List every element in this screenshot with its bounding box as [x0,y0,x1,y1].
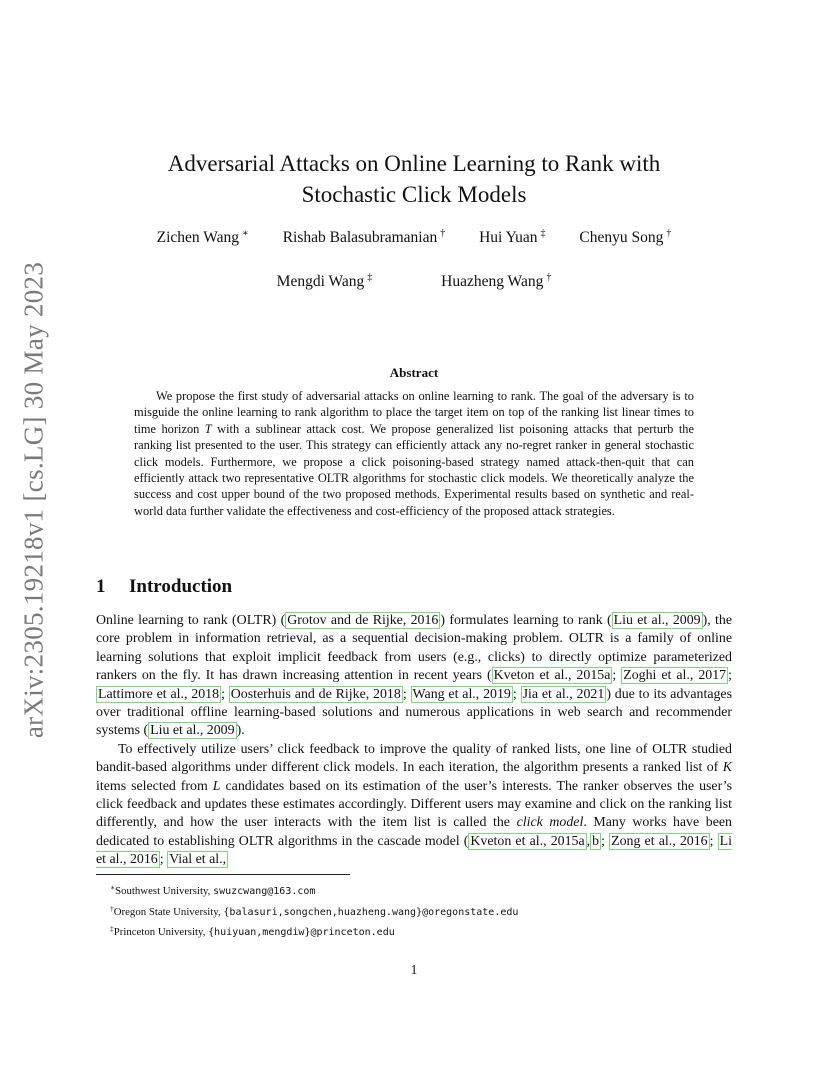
affiliation-mark: ∗ [242,228,249,239]
author [441,272,551,291]
text-run: candidates based on its estimation of the user’s interests. The ranker observes the user’s click feedback and updates these estimates accordingly. Different users may examine and click on the ranking list differently, and how the user interacts with the item list is called the [96,778,733,831]
text-run: ; [601,833,610,849]
author-row-2 [0,272,828,291]
author-name: Huazheng Wang [441,273,544,290]
footnote-divider [96,874,350,875]
author [283,228,446,247]
section-title: Introduction [129,576,233,597]
text-run: . Many works have been dedicated to establishing OLTR algorithms in the cascade model ( [96,815,732,849]
paragraph [96,741,732,870]
email-address: {huiyuan,mengdiw}@princeton.edu [208,927,395,939]
footnotes [96,880,736,942]
citation-link[interactable]: Zoghi et al., 2017 [623,668,727,684]
title-line-2: Stochastic Click Models [301,182,527,207]
math-variable: L [212,778,221,794]
author [277,272,373,291]
footnote [96,880,736,901]
text-run: ; [728,668,732,684]
section-heading [96,576,232,598]
emphasized-term: click model [516,815,584,831]
affiliation-mark: † [546,272,552,283]
section-number: 1 [96,576,106,597]
paragraph [96,612,732,741]
citation-link[interactable]: Grotov and de Rijke, 2016 [287,613,439,628]
author-name: Mengdi Wang [276,273,365,290]
text-run: ). [236,723,245,739]
paper-title [0,148,828,210]
author-name: Chenyu Song [579,229,664,246]
citation-link[interactable]: Zong et al., 2016 [611,833,708,849]
author-name: Hui Yuan [479,229,538,246]
affiliation-mark: ‡ [540,228,546,239]
text-run: To effectively utilize users’ click feedback to improve the quality of ranked lists, one line of OLTR studied bandit-based algorithms under different click models. In each iteration, the algorithm presents a ranked list of [96,741,732,776]
email-address: {balasuri,songchen,huazheng.wang}@oregonstate.edu [223,906,519,918]
affiliation-mark: † [440,228,446,239]
text-run: ; [221,686,229,702]
author-name: Rishab Balasubramanian [282,229,438,246]
math-variable: T [204,421,212,436]
footnote [96,901,736,922]
text-run: ) due to its advantages over traditional offline learning-based solutions and numerous applications in web search and recommender systems ( [96,686,732,739]
citation-link[interactable]: Liu et al., 2009 [613,613,701,628]
abstract-heading: Abstract [389,365,439,380]
text-run: ; [612,668,622,684]
text-run: , [586,833,591,849]
citation-link[interactable]: Vial et al., [169,852,227,868]
footnote-text: Oregon State University, [113,905,224,918]
title-line-1: Adversarial Attacks on Online Learning to Rank with [167,151,661,176]
text-run: ; [709,833,718,849]
citation-link[interactable]: Kveton et al., 2015a [493,668,611,684]
footnote-mark: ∗ [110,883,116,892]
text-run: ; [402,686,411,702]
citation-link[interactable]: Wang et al., 2019 [412,686,511,702]
author [479,228,545,247]
footnote-mark: † [110,903,114,913]
email-address: swuzcwang@163.com [213,886,316,897]
abstract-sentence: We propose the first study of adversarial attacks on online learning to rank. The goal of the adversary is to misguide the online learning to rank algorithm to place the target item on top of the ranking list linear times to time horizon [134,389,694,436]
citation-link[interactable]: Jia et al., 2021 [522,686,605,702]
author [579,228,671,247]
citation-link[interactable]: Oosterhuis and de Rijke, 2018 [230,686,401,702]
introduction-body [96,612,732,870]
author-name: Zichen Wang [156,229,240,246]
text-run: ) formulates learning to rank ( [440,613,612,628]
footnote-text: Princeton University, [113,926,209,939]
text-run: items selected from [96,778,213,794]
text-run: ; [512,686,521,702]
abstract-sentence: with a sublinear attack cost. We propose generalized list poisoning attacks that perturb the ranking list presented to the user. This strategy can efficiently attack any no-regret ranker in general stochastic click models. Furthermore, we propose a click poisoning-based strategy named attack-then-quit that can efficiently attack two representative OLTR algorithms for stochastic click models. We theoretically analyze the success and cost upper bound of the two proposed methods. Experimental results based on synthetic and real-world data further validate the effectiveness and cost-efficiency of the proposed attack strategies. [134,421,694,518]
citation-link[interactable]: Li et al., 2016 [96,833,732,868]
citation-link[interactable]: b [592,833,600,849]
text-run: Online learning to rank (OLTR) ( [96,613,286,628]
footnote-text: Southwest University, [115,885,214,897]
page-number: 1 [410,962,418,977]
citation-link[interactable]: Lattimore et al., 2018 [98,686,220,702]
affiliation-mark: ‡ [367,272,373,283]
citation-link[interactable]: Kveton et al., 2015a [470,833,585,849]
abstract-text [134,388,694,519]
footnote-mark: ‡ [110,924,114,934]
text-run: ; [159,852,168,868]
author-row-1 [0,228,828,247]
arxiv-identifier: arXiv:2305.19218v1 [cs.LG] 30 May 2023 [18,261,49,739]
citation-link[interactable]: Liu et al., 2009 [150,723,235,739]
affiliation-mark: † [666,228,672,239]
math-variable: K [722,760,732,776]
text-run: ), the core problem in information retrieval, as a sequential decision-making problem. OLTR is a family of online learning solutions that exploit implicit feedback from users (e.g., clicks) to directly optimize parameterized rankers on the fly. It has drawn increasing attention in recent years ( [96,613,733,684]
footnote [96,921,736,942]
author [157,228,249,247]
